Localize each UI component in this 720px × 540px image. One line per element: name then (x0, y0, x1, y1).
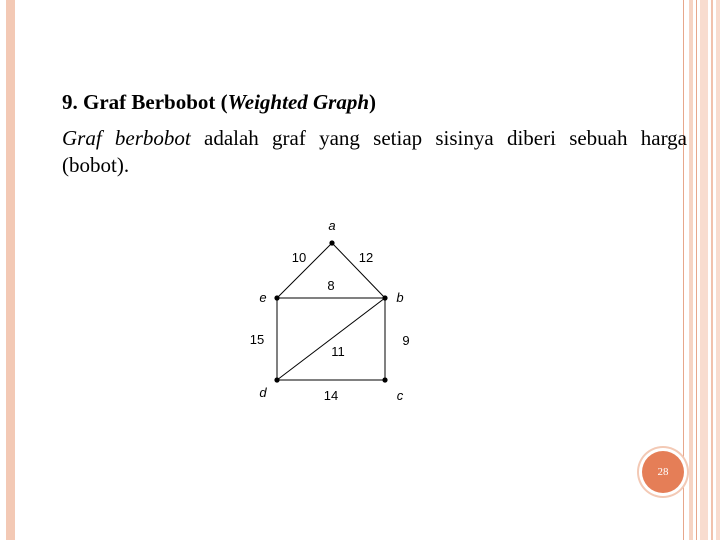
paragraph-line-1-text: adalah graf yang setiap sisinya diberi sebuah harga (190, 126, 688, 150)
vertex-c (382, 377, 387, 382)
weighted-graph-diagram (240, 212, 430, 412)
edge-weight-d-c: 14 (323, 388, 339, 403)
vertex-label-a: a (328, 218, 336, 233)
title-suffix: ) (369, 90, 377, 114)
page-number: 28 (657, 466, 669, 478)
vertex-d (274, 377, 279, 382)
vertex-e (274, 295, 279, 300)
right-decorative-stripe (711, 0, 713, 540)
edge-weight-a-b: 12 (358, 250, 374, 265)
edge-weight-e-d: 15 (249, 332, 265, 347)
edge-b-d (277, 298, 385, 380)
definition-paragraph (62, 125, 687, 179)
vertex-b (382, 295, 387, 300)
vertex-a (329, 240, 334, 245)
vertex-label-d: d (259, 385, 267, 400)
title-italic: Weighted Graph (227, 90, 370, 114)
paragraph-line-2: (bobot). (62, 153, 130, 177)
edge-weight-b-c: 9 (402, 333, 410, 348)
vertex-label-b: b (396, 290, 404, 305)
edge-weight-e-b: 8 (327, 278, 335, 293)
right-decorative-stripe (700, 0, 708, 540)
edge-weight-b-d: 11 (331, 344, 345, 359)
slide-title (62, 90, 376, 115)
title-prefix: 9. Graf Berbobot ( (62, 90, 228, 114)
right-decorative-stripe (696, 0, 697, 540)
left-decorative-border (6, 0, 15, 540)
edge-weight-a-e: 10 (291, 250, 307, 265)
right-decorative-stripe (716, 0, 720, 540)
vertex-label-e: e (259, 290, 267, 305)
page-number-badge (642, 451, 684, 493)
vertex-label-c: c (396, 388, 404, 403)
paragraph-italic-term: Graf berbobot (62, 126, 191, 150)
right-decorative-stripe (689, 0, 693, 540)
right-decorative-stripe (683, 0, 684, 540)
paragraph-line-1 (62, 125, 687, 152)
